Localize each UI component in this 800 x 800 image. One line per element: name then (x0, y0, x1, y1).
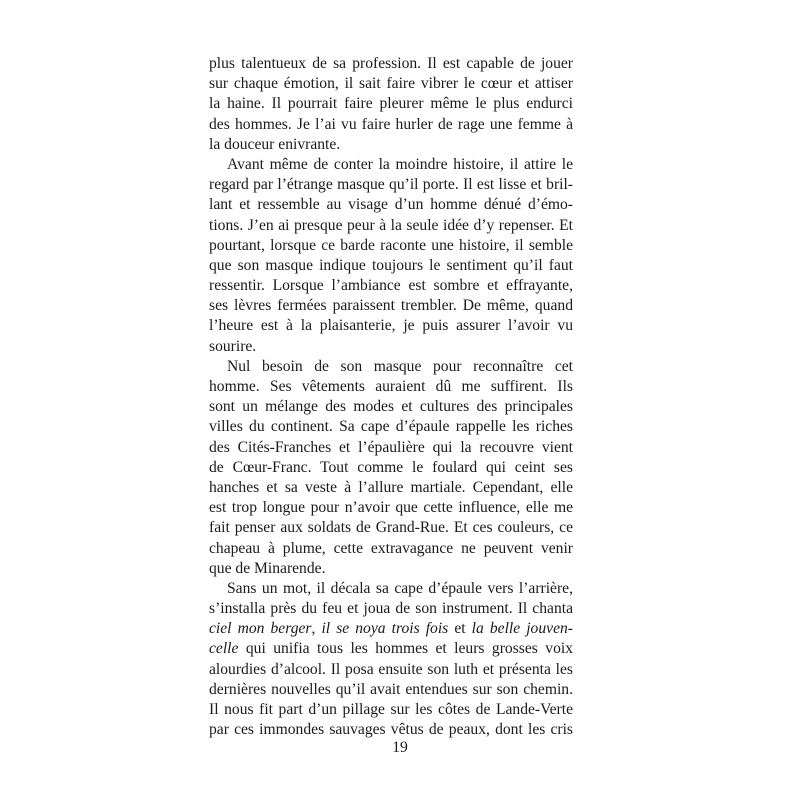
text-line: de Cœur-Franc. Tout comme le foulard qui ceint ses (209, 458, 573, 476)
text-line: villes du continent. Sa cape d’épaule rappelle les riches (209, 418, 573, 436)
song-title: il se noya trois fois (321, 620, 449, 638)
song-title: ciel mon berger (209, 620, 312, 638)
text-line: dernières nouvelles qu’il avait entendues sur son chemin. (209, 680, 573, 698)
text-line: lant et ressemble au visage d’un homme dénué d’émo- (209, 196, 573, 214)
text-line: est trop longue pour n’avoir que cette influence, elle me (209, 499, 573, 517)
body-text (209, 54, 573, 740)
text-line: plus talentueux de sa profession. Il est capable de jouer (209, 55, 573, 72)
paragraph-start-line: Sans un mot, il décala sa cape d’épaule vers l’arrière, (227, 579, 573, 597)
text-line: ses lèvres fermées paraissent trembler. De même, quand (209, 297, 573, 315)
text-line: hanches et sa veste à l’allure martiale. Cependant, elle (209, 478, 573, 496)
paragraph-start-line: Nul besoin de son masque pour reconnaître cet (227, 357, 573, 375)
text-line: des Cités-Franches et l’épaulière qui la recouvre vient (209, 438, 573, 456)
text-line: la douceur enivrante. (209, 135, 341, 153)
paragraph-start-line: Avant même de conter la moindre histoire, il attire le (227, 155, 573, 173)
song-title: la belle jouven- (471, 620, 573, 638)
text-line: pourtant, lorsque ce barde raconte une histoire, il semble (209, 236, 573, 254)
text-line: homme. Ses vêtements auraient dû me suffirent. Ils (209, 378, 573, 395)
text-line-with-titles (209, 619, 573, 639)
text-line-with-titles (209, 639, 573, 659)
text-line: s’installa près du feu et joua de son instrument. Il chanta (209, 600, 573, 618)
text-fragment: qui unifia tous les hommes et leurs grosses voix (238, 640, 573, 658)
text-line: chapeau à plume, cette extravagance ne peuvent venir (209, 539, 573, 557)
text-line: l’heure est à la plaisanterie, je puis assurer l’avoir vu (209, 317, 573, 335)
text-line: regard par l’étrange masque qu’il porte. Il est lisse et bril- (209, 176, 573, 194)
text-line: que de Minarende. (209, 559, 326, 577)
text-line: la haine. Il pourrait faire pleurer même le plus endurci (209, 95, 573, 113)
text-line: sur chaque émotion, il sait faire vibrer le cœur et attiser (209, 75, 573, 93)
song-title: celle (209, 640, 239, 658)
text-line: alourdies d’alcool. Il posa ensuite son luth et présenta les (209, 660, 573, 678)
text-line: ressentir. Lorsque l’ambiance est sombre et effrayante, (209, 277, 573, 295)
text-fragment: , (311, 620, 322, 638)
text-line: des hommes. Je l’ai vu faire hurler de rage une femme à (209, 115, 573, 133)
text-fragment: et (448, 620, 472, 638)
text-line: tions. J’en ai presque peur à la seule idée d’y repenser. Et (209, 216, 573, 234)
text-line: que son masque indique toujours le sentiment qu’il faut (209, 256, 573, 274)
text-line: fait penser aux soldats de Grand-Rue. Et ces couleurs, ce (209, 519, 573, 537)
text-line: sont un mélange des modes et cultures des principales (209, 398, 573, 416)
text-line: sourire. (209, 337, 257, 355)
page-number: 19 (392, 739, 408, 756)
text-line: par ces immondes sauvages vêtus de peaux, dont les cris (209, 721, 573, 739)
text-line: Il nous fit part d’un pillage sur les côtes de Lande-Verte (209, 701, 573, 718)
